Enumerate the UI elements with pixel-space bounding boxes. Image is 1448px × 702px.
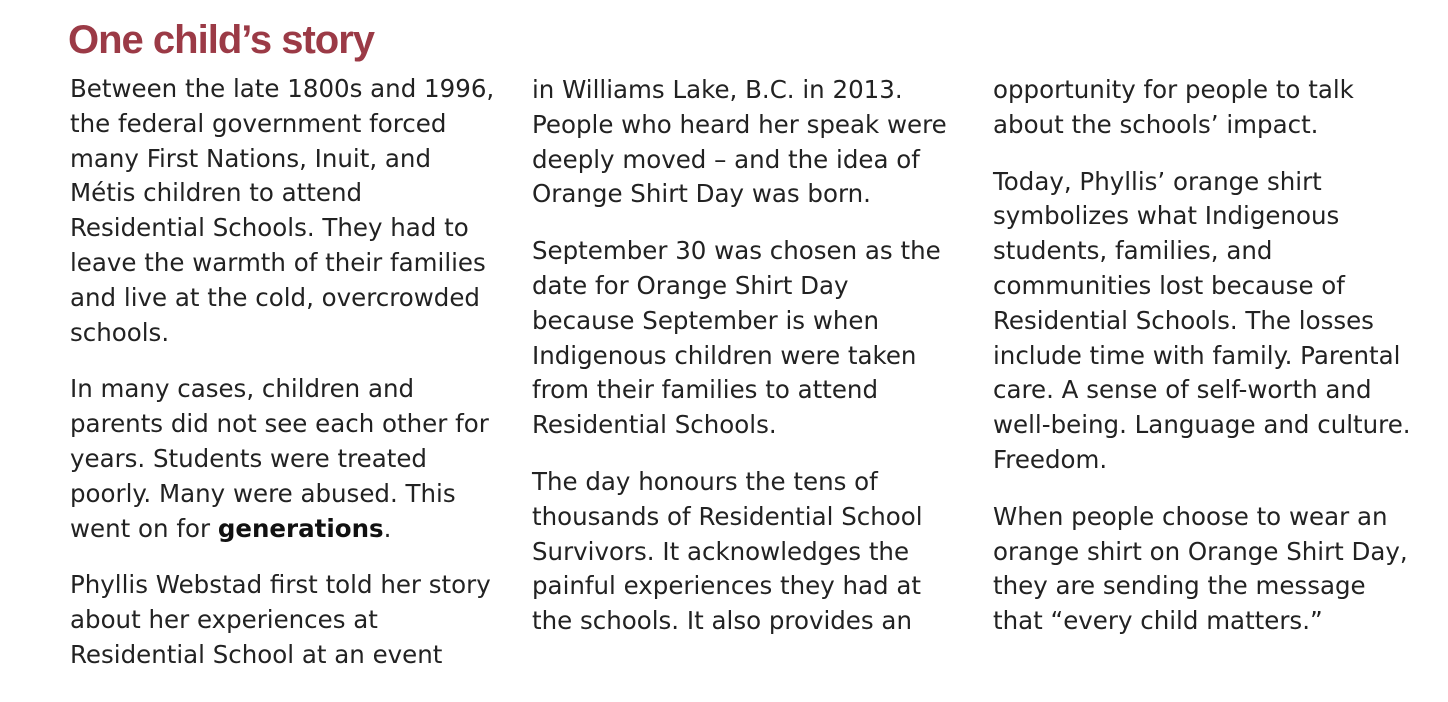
text-column-2 [532, 73, 957, 661]
paragraph-survivors: The day honours the tens of thousands of Residential School Survivors. It acknowledges the painful experiences they had at the schools. It also provides an [532, 466, 923, 636]
text-column-3 [993, 73, 1423, 661]
paragraph-orange-shirt-symbol: Today, Phyllis’ orange shirt symbolizes what Indigenous students, families, and communities lost because of Residential Schools. The losses include time with family. Parental care. A sense of self-worth and well-being. Language and culture. Freedom. [993, 166, 1411, 474]
paragraph-residential-schools: Between the late 1800s and 1996, the federal government forced many First Nations, Inuit, and Métis children to attend Residential Schools. They had to leave the warmth of their families and live at the cold, overcrowded schools. [70, 74, 495, 347]
paragraph-text: In many cases, children and parents did not see each other for years. Students were treated poorly. Many were abused. This went on for [70, 374, 489, 543]
paragraph-opportunity: opportunity for people to talk about the schools’ impact. [993, 75, 1354, 139]
paragraph-period: . [383, 513, 392, 543]
paragraph-phyllis-intro: Phyllis Webstad first told her story about her experiences at Residential School at an event [70, 570, 491, 669]
text-column-1 [70, 72, 495, 695]
paragraph-separation [70, 372, 495, 546]
paragraph-williams-lake: in Williams Lake, B.C. in 2013. People who heard her speak were deeply moved – and the idea of Orange Shirt Day was born. [532, 75, 947, 209]
paragraph-every-child-matters: When people choose to wear an orange shirt on Orange Shirt Day, they are sending the message that “every child matters.” [993, 501, 1408, 636]
paragraph-september-30: September 30 was chosen as the date for Orange Shirt Day because September is when Indigenous children were taken from their families to attend Residential Schools. [532, 236, 941, 440]
article-title: One child’s story [68, 18, 375, 62]
bold-term-generations: generations [217, 513, 384, 543]
